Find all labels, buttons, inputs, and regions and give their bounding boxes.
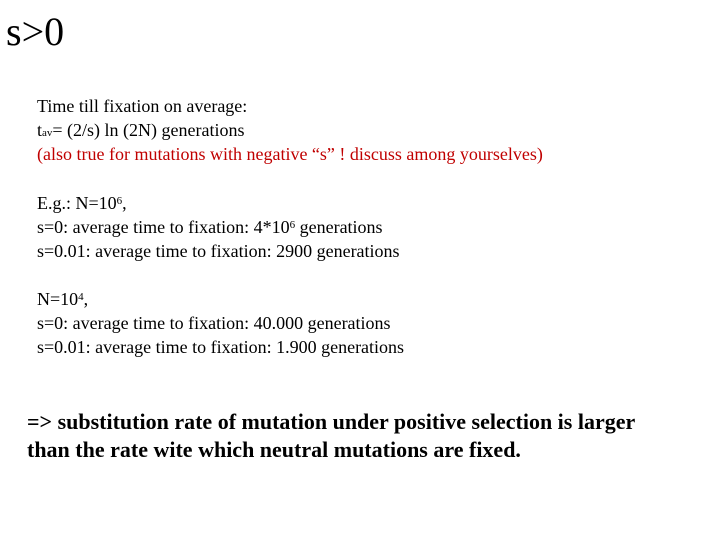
example-s0-text: s=0: average time to fixation: 4*10: [37, 217, 290, 237]
example-n-exponent: 6: [116, 195, 123, 207]
example-small-n-block: [37, 287, 404, 359]
formula-t: t: [37, 120, 43, 140]
example2-n-comma: ,: [83, 289, 89, 309]
example2-n-exponent: 4: [78, 291, 84, 303]
example2-s0-line: s=0: average time to fixation: 40.000 generations: [37, 313, 391, 333]
example-s0-exponent: 6: [289, 219, 296, 231]
example2-n-value: [37, 287, 404, 311]
example2-s001-line: s=0.01: average time to fixation: 1.900 generations: [37, 337, 405, 357]
slide-title: s>0: [6, 9, 65, 54]
example-large-n-block: [37, 191, 400, 263]
conclusion-text: [27, 408, 635, 464]
fixation-time-formula: [37, 118, 543, 142]
formula-rest: = (2/s) ln (2N) generations: [52, 120, 245, 140]
negative-s-note: (also true for mutations with negative “s” ! discuss among yourselves): [37, 144, 543, 164]
formula-subscript: av: [42, 127, 53, 139]
fixation-time-intro: Time till fixation on average:: [37, 96, 248, 116]
example-s0-suffix: generations: [295, 217, 383, 237]
example-n-value: [37, 191, 400, 215]
example-s001-line: s=0.01: average time to fixation: 2900 generations: [37, 241, 400, 261]
example-s0-line: [37, 215, 400, 239]
fixation-time-block: [37, 94, 543, 166]
example2-n-text: N=10: [37, 289, 79, 309]
example-n-text: E.g.: N=10: [37, 193, 117, 213]
conclusion-line-1: => substitution rate of mutation under positive selection is larger: [27, 409, 636, 434]
conclusion-line-2: than the rate wite which neutral mutations are fixed.: [27, 437, 521, 462]
example-n-comma: ,: [122, 193, 127, 213]
